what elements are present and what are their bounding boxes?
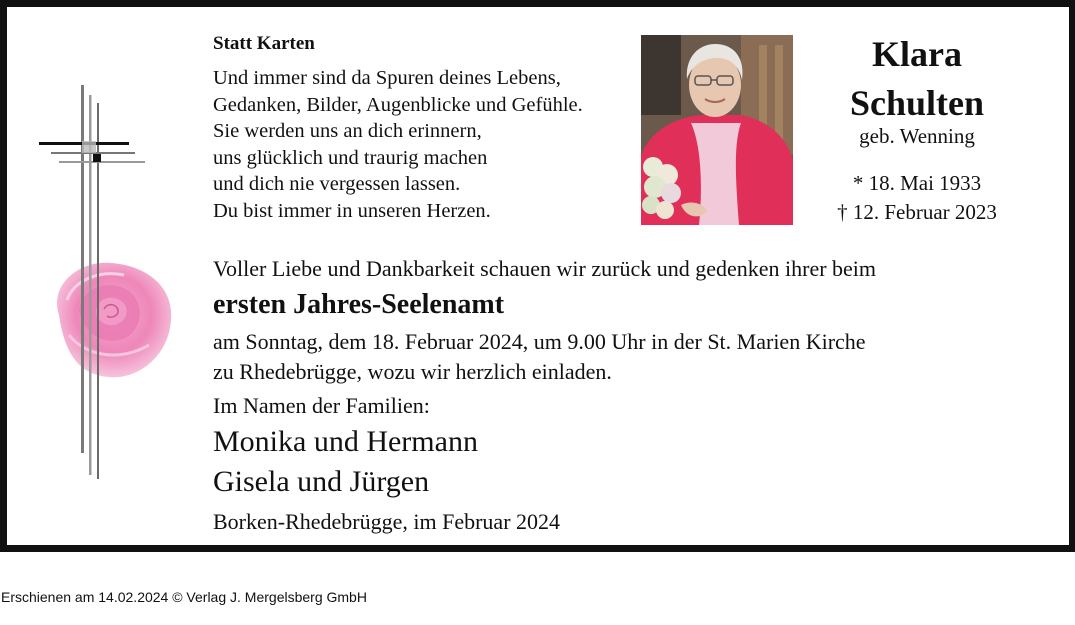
- place-date: Borken-Rhedebrügge, im Februar 2024: [213, 509, 561, 534]
- statt-karten-heading: Statt Karten: [213, 33, 315, 54]
- event-details: [213, 327, 866, 387]
- birth-name: geb. Wenning: [859, 124, 975, 148]
- intro-text: Voller Liebe und Dankbarkeit schauen wir zurück und gedenken ihrer beim: [213, 256, 877, 281]
- poem: [213, 65, 583, 224]
- poem-line: und dich nie vergessen lassen.: [213, 173, 461, 195]
- first-name: Klara: [872, 34, 962, 74]
- last-name: Schulten: [849, 83, 985, 123]
- family-member: Gisela und Jürgen: [213, 465, 430, 498]
- rose-icon: [39, 245, 184, 393]
- family-intro: Im Namen der Familien:: [213, 393, 430, 418]
- poem-line: Gedanken, Bilder, Augenblicke und Gefühle.: [213, 93, 583, 116]
- death-date: † 12. Februar 2023: [837, 200, 997, 224]
- event-detail-line: am Sonntag, dem 18. Februar 2024, um 9.00 Uhr in der St. Marien Kirche: [213, 329, 866, 354]
- birth-date: * 18. Mai 1933: [852, 171, 982, 195]
- event-title: ersten Jahres-Seelenamt: [213, 289, 505, 320]
- portrait-photo: [641, 35, 793, 225]
- poem-line: Du bist immer in unseren Herzen.: [213, 199, 491, 222]
- poem-line: Und immer sind da Spuren deines Lebens,: [213, 67, 561, 89]
- poem-line: uns glücklich und traurig machen: [213, 146, 488, 169]
- poem-line: Sie werden uns an dich erinnern,: [213, 120, 482, 142]
- family-member: Monika und Hermann: [213, 425, 478, 458]
- event-detail-line: zu Rhedebrügge, wozu wir herzlich einladen.: [213, 359, 612, 384]
- publication-credit: Erschienen am 14.02.2024 © Verlag J. Mergelsberg GmbH: [1, 589, 367, 605]
